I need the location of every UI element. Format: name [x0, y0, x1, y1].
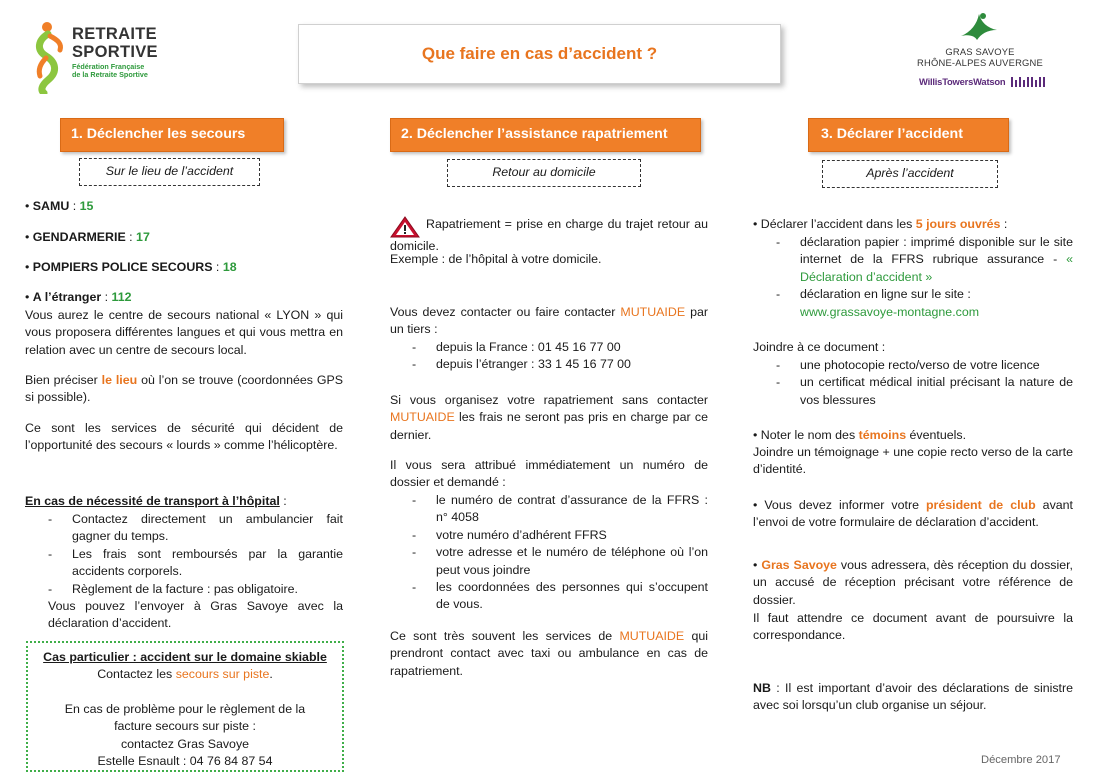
ski-area-box	[26, 641, 344, 772]
gras-savoye-logo	[905, 10, 1055, 90]
section-3-subtitle: Après l’accident	[822, 160, 998, 188]
contact-post: par un tiers :	[390, 305, 708, 337]
samu-label: SAMU	[32, 199, 70, 213]
transport-list	[25, 511, 343, 598]
wtw-text: WillisTowersWatson	[919, 76, 1006, 87]
section-1-header: 1. Déclencher les secours	[60, 118, 284, 152]
online-link[interactable]: www.grassavoye-montagne.com	[800, 304, 980, 319]
joindre-title: Joindre à ce document :	[753, 340, 886, 354]
president-post: avant l’envoi de votre formulaire de déclaration d’accident.	[753, 498, 1073, 530]
transport-after: Vous pouvez l’envoyer à Gras Savoye avec la déclaration d’accident.	[48, 599, 343, 631]
section-2-subtitle: Retour au domicile	[447, 159, 641, 187]
nb-text: : Il est important d’avoir des déclarations de sinistre avec soi lorsqu’un club organise un séjour.	[753, 681, 1073, 713]
etranger-label: A l’étranger	[32, 290, 102, 304]
lieu-pre: Bien préciser	[25, 373, 102, 387]
retraite-sportive-logo	[32, 18, 162, 98]
gras-savoye-bird-icon	[957, 10, 1001, 42]
logo-line-1: RETRAITE	[72, 25, 157, 43]
list-item	[753, 234, 1073, 286]
declare-highlight: 5 jours ouvrés	[915, 217, 1001, 231]
emergency-number-samu: • SAMU : 15	[25, 199, 94, 213]
runner-figure-icon	[32, 20, 68, 94]
logo-line-2: SPORTIVE	[72, 43, 158, 61]
online-text: déclaration en ligne sur le site :	[800, 287, 971, 302]
transport-title-colon: :	[279, 494, 287, 508]
lieu-highlight: le lieu	[101, 373, 138, 387]
nb-label: NB	[753, 681, 771, 695]
temoins-text: Joindre un témoignage + une copie recto verso de la carte d’identité.	[753, 445, 1073, 477]
self-post: les frais ne seront pas pris en charge par ce dernier.	[390, 410, 708, 442]
lieu-post: où l’on se trouve (coordonnées GPS si possible).	[25, 373, 344, 405]
pompiers-label: POMPIERS POLICE SECOURS	[32, 260, 213, 274]
paper-link[interactable]: « Déclaration d’accident »	[800, 252, 1073, 284]
gs-wait: Il faut attendre ce document avant de poursuivre la correspondance.	[753, 611, 1073, 643]
page-title-box	[298, 24, 781, 84]
emergency-number-gendarmerie: • GENDARMERIE : 17	[25, 230, 150, 244]
ski-box-contact-gs: contactez Gras Savoye	[120, 736, 250, 751]
rapatriement-def-text: Rapatriement = prise en charge du trajet retour au domicile.	[390, 217, 708, 253]
rapatriement-example: Exemple : de l’hôpital à votre domicile.	[390, 252, 602, 266]
declare-pre: Déclarer l’accident dans les	[760, 217, 916, 231]
contact-pre: Vous devez contacter ou faire contacter	[390, 305, 621, 319]
etranger-text: Vous aurez le centre de secours national « LYON » qui vous proposera différentes langues et qui vous mettra en relation avec un centre de secours local.	[25, 308, 343, 357]
declare-paragraph: • Déclarer l’accident dans les 5 jours ouvrés :	[753, 217, 1008, 231]
page-title: Que faire en cas d’accident ?	[421, 44, 658, 64]
emergency-number-pompiers: • POMPIERS POLICE SECOURS : 18	[25, 260, 237, 274]
logo-line-4: de la Retraite Sportive	[72, 70, 148, 80]
list-item: - le numéro de contrat d’assurance de la FFRS : n° 4058	[390, 492, 708, 527]
gendarmerie-number: 17	[136, 230, 150, 244]
pompiers-number: 18	[222, 260, 237, 274]
ski-box-title: Cas particulier : accident sur le domaine skiable	[43, 650, 327, 664]
temoins-pre: Noter le nom des	[760, 428, 859, 442]
temoins-highlight: témoins	[858, 428, 907, 442]
final-post: qui prendront contact avec taxi ou ambulance en cas de rapatriement.	[390, 629, 708, 678]
list-item: - Règlement de la facture : pas obligatoire.	[25, 581, 343, 598]
ski-contact-pre: Contactez les	[97, 667, 176, 682]
document-date: Décembre 2017	[981, 754, 1061, 766]
rapatriement-definition	[390, 216, 708, 255]
final-paragraph	[390, 628, 708, 680]
ski-contact-highlight: secours sur piste	[175, 667, 270, 682]
declare-post: :	[1000, 217, 1008, 231]
joindre-list	[753, 357, 1073, 409]
lieu-paragraph	[25, 372, 343, 407]
section-3-header: 3. Déclarer l’accident	[808, 118, 1009, 152]
phone-list	[390, 339, 708, 374]
paper-text: déclaration papier : imprimé disponible sur le site internet de la FFRS rubrique assurance -	[800, 235, 1073, 267]
list-item: - votre numéro d’adhérent FFRS	[390, 527, 708, 544]
final-pre: Ce sont très souvent les services de	[390, 629, 620, 643]
gs-post: vous adressera, dès réception du dossier, un accusé de réception précisant votre référence de dossier.	[753, 558, 1073, 607]
warning-icon	[390, 216, 420, 238]
gendarmerie-label: GENDARMERIE	[32, 230, 126, 244]
list-item: - depuis l’étranger : 33 1 45 16 77 00	[390, 356, 708, 373]
contact-highlight: MUTUAIDE	[620, 305, 686, 319]
etranger-number: 112	[111, 290, 132, 304]
section-2-header: 2. Déclencher l’assistance rapatriement	[390, 118, 701, 152]
list-item	[753, 286, 1073, 321]
emergency-number-etranger: • A l’étranger : 112	[25, 290, 132, 304]
logo-subtitle	[72, 63, 162, 80]
section-1-subtitle: Sur le lieu de l’accident	[79, 158, 260, 186]
gs-highlight: Gras Savoye	[761, 558, 837, 572]
self-organize-paragraph	[390, 392, 708, 444]
self-highlight: MUTUAIDE	[390, 410, 455, 425]
gras-savoye-paragraph: • Gras Savoye vous adressera, dès réception du dossier, un accusé de réception précisant votre référence de dossier.	[753, 558, 1073, 607]
gs-line-1: GRAS SAVOYE	[945, 46, 1015, 57]
contact-mutuaide	[390, 304, 708, 339]
transport-title-text: En cas de nécessité de transport à l’hôpital	[25, 494, 280, 508]
services-paragraph: Ce sont les services de sécurité qui décident de l’opportunité des secours « lourds » comme l’hélicoptère.	[25, 421, 343, 453]
logo-line-3: Fédération Française	[72, 62, 145, 71]
list-item: - depuis la France : 01 45 16 77 00	[390, 339, 708, 356]
list-item: - les coordonnées des personnes qui s’occupent de vous.	[390, 579, 708, 614]
declaration-list	[753, 234, 1073, 321]
list-item: - une photocopie recto/verso de votre licence	[753, 357, 1073, 374]
temoins-paragraph: • Noter le nom des témoins éventuels.	[753, 428, 967, 442]
final-highlight: MUTUAIDE	[619, 629, 685, 643]
president-pre: Vous devez informer votre	[764, 498, 926, 512]
ski-box-problem: En cas de problème pour le règlement de la facture secours sur piste :	[64, 701, 306, 734]
list-item: - Contactez directement un ambulancier fait gagner du temps.	[25, 511, 343, 546]
dossier-list	[390, 492, 708, 614]
nb-paragraph	[753, 680, 1073, 715]
ski-box-contact	[28, 666, 342, 683]
temoins-post: éventuels.	[906, 428, 967, 442]
dossier-paragraph: Il vous sera attribué immédiatement un numéro de dossier et demandé :	[390, 458, 708, 490]
ski-box-person: Estelle Esnault : 04 76 84 87 54	[97, 754, 273, 769]
wtw-mark-icon	[1011, 77, 1047, 87]
samu-number: 15	[79, 199, 94, 213]
ski-contact-post: .	[269, 667, 273, 682]
president-highlight: président de club	[925, 498, 1036, 512]
list-item: - votre adresse et le numéro de téléphone où l’on peut vous joindre	[390, 544, 708, 579]
self-pre: Si vous organisez votre rapatriement sans contacter	[390, 393, 708, 407]
gs-line-2: RHÔNE-ALPES AUVERGNE	[917, 57, 1043, 68]
list-item: - Les frais sont remboursés par la garantie accidents corporels.	[25, 546, 343, 581]
president-paragraph: • Vous devez informer votre président de club avant l’envoi de votre formulaire de déclaration d’accident.	[753, 498, 1073, 530]
transport-title	[25, 493, 343, 510]
list-item: - un certificat médical initial précisant la nature de vos blessures	[753, 374, 1073, 409]
